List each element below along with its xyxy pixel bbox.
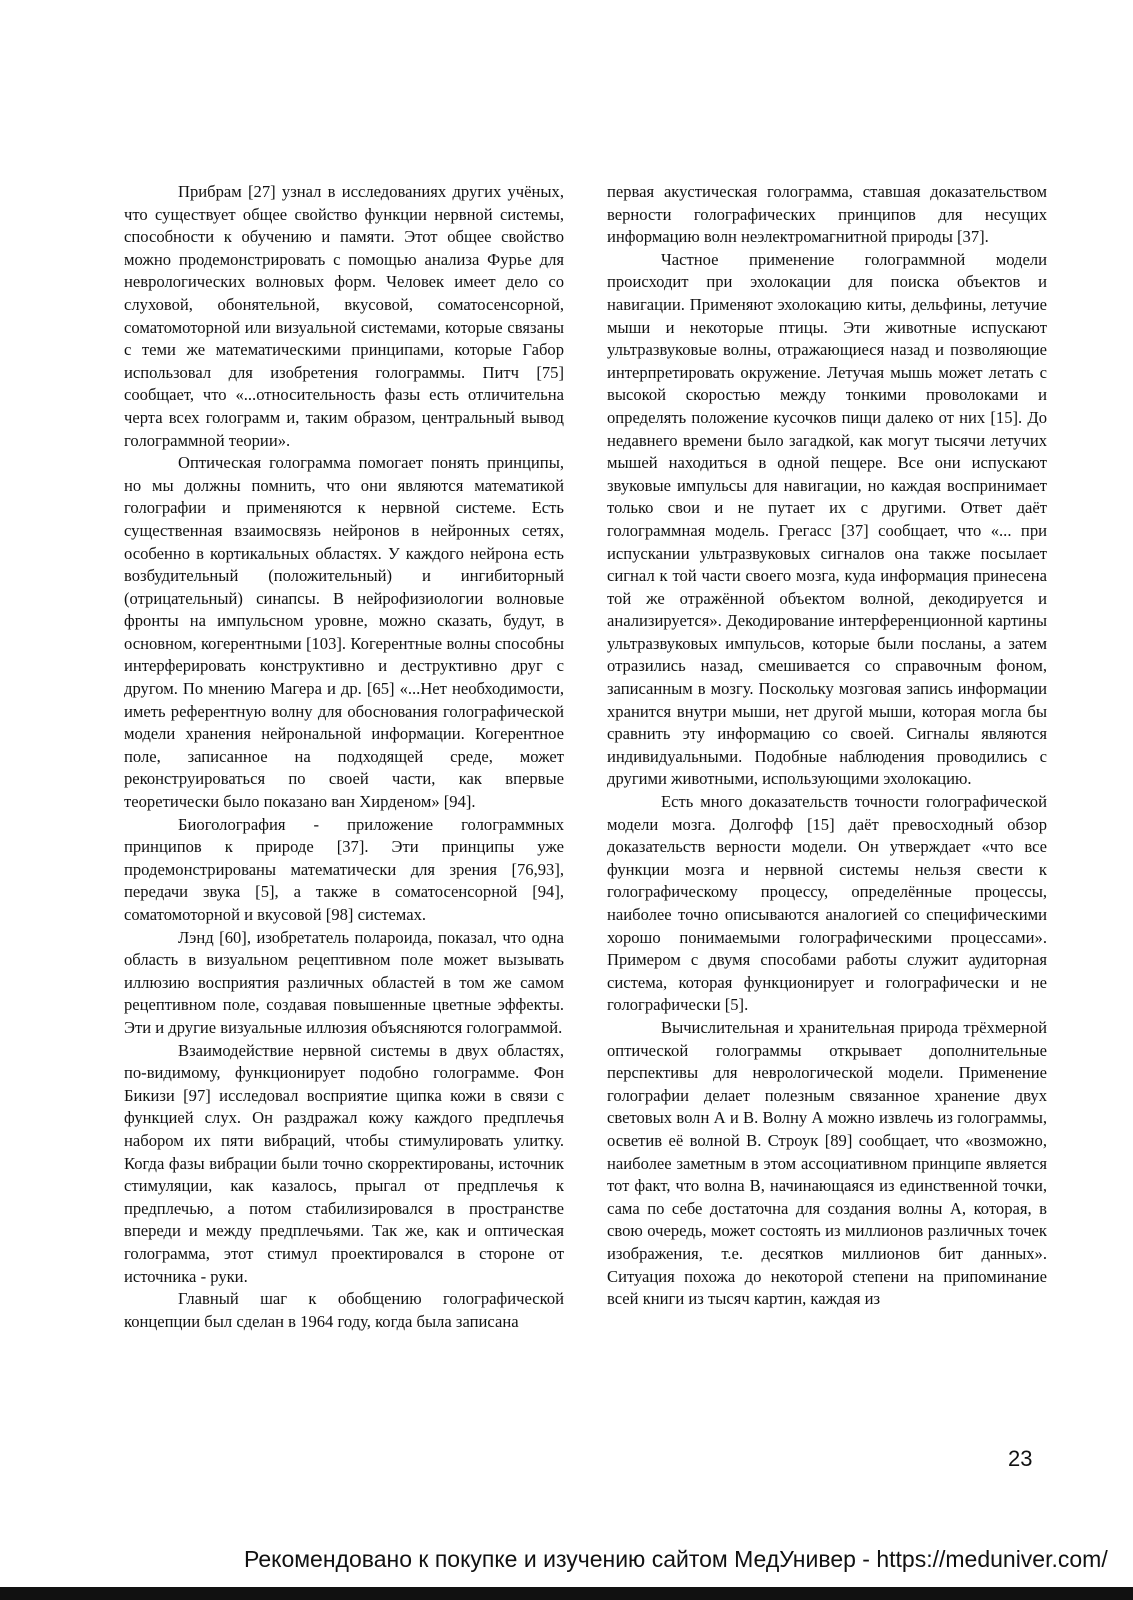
right-column	[607, 181, 1047, 1311]
paragraph: Есть много доказательств точности голографической модели мозга. Долгофф [15] даёт превосходный обзор доказательств верности модели. Он утверждает «что все функции мозга и нервной системы нельзя свести к голографическому процессу, определённые процессы, наиболее точно описываются аналогией со специфическими хорошо понимаемыми голографическими процессами». Примером с двумя способами работы служит аудиторная система, которая функционирует и голографически и не голографически [5].	[607, 792, 1047, 1015]
paragraph: Лэнд [60], изобретатель полароида, показал, что одна область в визуальном рецептивном поле может вызывать иллюзию восприятия различных областей в том же самом рецептивном поле, создавая повышенные цветные эффекты. Эти и другие визуальные иллюзия объясняются голограммой.	[124, 927, 564, 1037]
paragraph: Взаимодействие нервной системы в двух областях, по-видимому, функционирует подобно голограмме. Фон Бикизи [97] исследовал восприятие щипка кожи в связи с функцией слух. Он раздражал кожу каждого предплечья набором их пяти вибраций, чтобы стимулировать улитку. Когда фазы вибрации были точно скорректированы, источник стимуляции, как казалось, прыгал от предплечья к предплечью, а потом стабилизировался в пространстве впереди и между предплечьями. Так же, как и оптическая голограмма, этот стимул проектировался в стороне от источника - руки.	[124, 1040, 564, 1286]
paragraph: Оптическая голограмма помогает понять принципы, но мы должны помнить, что они являются математикой голографии и применяются к нервной системе. Есть существенная взаимосвязь нейронов в нейронных сетях, особенно в кортикальных областях. У каждого нейрона есть возбудительный (положительный) и ингибиторный (отрицательный) синапсы. В нейрофизиологии волновые фронты на импульсном уровне, можно сказать, будут, в основном, когерентными [103]. Когерентные волны способны интерферировать конструктивно и деструктивно друг с другом. По мнению Магера и др. [65] «...Нет необходимости, иметь референтную волну для обоснования голографической модели хранения нейрональной информации. Когерентное поле, записанное на подходящей среде, может реконструироваться по своей части, как впервые теоретически было показано ван Хирденом» [94].	[124, 453, 564, 812]
paragraph: Биоголография - приложение голограммных принципов к природе [37]. Эти принципы уже продемонстрированы математически для зрения [76,93], передачи звука [5], а также в соматосенсорной [94], соматомоторной и вкусовой [98] системах.	[124, 814, 564, 924]
paragraph: Вычислительная и хранительная природа трёхмерной оптической голограммы открывает дополнительные перспективы для неврологической модели. Применение голографии делает полезным связанное хранение двух световых волн А и В. Волну А можно извлечь из голограммы, осветив её волной В. Строук [89] сообщает, что «возможно, наиболее заметным в этом ассоциативном принципе является тот факт, что волна В, начинающаяся из единственной точки, сама по себе достаточна для создания волны А, которая, в свою очередь, может состоять из миллионов различных точек изображения, т.е. десятков миллионов бит данных». Ситуация похожа до некоторой степени на припоминание всей книги из тысяч картин, каждая из	[607, 1017, 1047, 1309]
paragraph: Прибрам [27] узнал в исследованиях других учёных, что существует общее свойство функции нервной системы, способности к обучению и памяти. Этот общее свойство можно продемонстрировать с помощью анализа Фурье для неврологических волновых форм. Человек имеет дело со слуховой, обонятельной, вкусовой, соматосенсорной, соматомоторной или визуальной системами, которые связаны с теми же математическими принципами, которые Габор использовал для изобретения голограммы. Питч [75] сообщает, что «...относительность фазы есть отличительна черта всех голограмм и, таким образом, центральный вывод голограммной теории».	[124, 182, 564, 450]
paragraph: Главный шаг к обобщению голографической концепции был сделан в 1964 году, когда была записана	[124, 1289, 564, 1331]
paragraph: Частное применение голограммной модели происходит при эхолокации для поиска объектов и навигации. Применяют эхолокацию киты, дельфины, летучие мыши и некоторые птицы. Эти животные испускают ультразвуковые волны, отражающиеся назад и позволяющие интерпретировать окружение. Летучая мышь может летать с высокой скоростью между тонкими проволоками и определять положение кусочков пищи далеко от них [15]. До недавнего времени было загадкой, как могут тысячи летучих мышей находиться в одной пещере. Все они испускают звуковые импульсы для навигации, но каждая воспринимает только свои и не путает их с другими. Ответ даёт голограммная модель. Грегасс [37] сообщает, что «... при испускании ультразвуковых сигналов она также посылает сигнал к той части своего мозга, куда информация принесена той же отражённой объектом волной, декодируется и анализируется». Декодирование интерференционной картины ультразвуковых импульсов, которые были посланы, а затем отразились назад, смешивается со справочным фоном, записанным в мозгу. Поскольку мозговая запись информации хранится внутри мыши, нет другой мыши, которая могла бы сравнить эту информацию со своей. Сигналы являются индивидуальными. Подобные наблюдения проводились с другими животными, использующими эхолокацию.	[607, 249, 1047, 789]
page-number: 23	[1008, 1446, 1033, 1471]
left-column	[124, 181, 564, 1333]
scan-edge-bar	[0, 1587, 1133, 1600]
paragraph: первая акустическая голограмма, ставшая доказательством верности голографических принципов для несущих информацию волн неэлектромагнитной природы [37].	[607, 182, 1047, 247]
footer-note: Рекомендовано к покупке и изучению сайтом МедУнивер - https://meduniver.com/	[244, 1546, 1108, 1572]
